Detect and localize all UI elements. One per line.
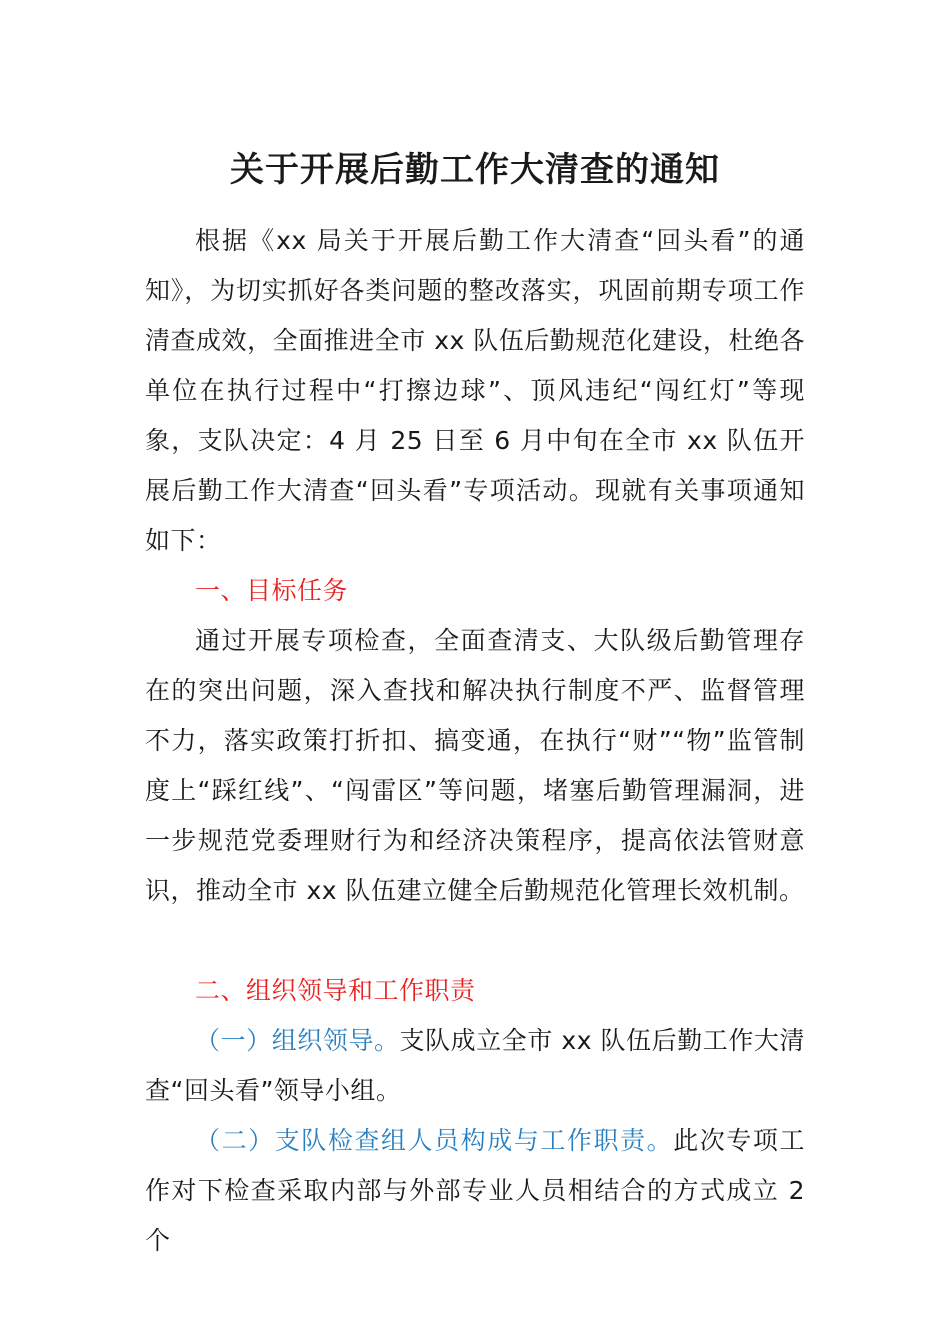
section1-paragraph-block [145,616,805,916]
intro-paragraph: 根据《xx 局关于开展后勤工作大清查“回头看”的通知》，为切实抓好各类问题的整改落实，巩固前期专项工作清查成效，全面推进全市 xx 队伍后勤规范化建设，杜绝各单位在执行过程中“打擦边球”、顶风违纪“闯红灯”等现象，支队决定：4 月 25 日至 6 月中旬在全市 xx 队伍开展后勤工作大清查“回头看”专项活动。现就有关事项通知如下： [145,226,805,555]
section1-paragraph: 通过开展专项检查，全面查清支、大队级后勤管理存在的突出问题，深入查找和解决执行制度不严、监督管理不力，落实政策打折扣、搞变通，在执行“财”“物”监管制度上“踩红线”、“闯雷区”等问题，堵塞后勤管理漏洞，进一步规范党委理财行为和经济决策程序，提高依法管财意识，推动全市 xx 队伍建立健全后勤规范化管理长效机制。 [145,626,805,905]
item2-lead: （二）支队检查组人员构成与工作职责。 [195,1126,674,1155]
document-title: 关于开展后勤工作大清查的通知 [230,150,720,190]
item2-paragraph [145,1116,805,1266]
intro-paragraph-block [145,216,805,566]
section2-heading-block [145,966,805,1016]
section2-heading: 二、组织领导和工作职责 [195,976,476,1005]
item1-paragraph-block [145,1016,805,1116]
section1-heading-block [145,566,805,616]
item2-text: 此次专项工作对下检查采取内部与外部专业人员相结合的方式成立 2 个 [145,1126,805,1255]
item1-text: 支队成立全市 xx 队伍后勤工作大清查“回头看”领导小组。 [145,1026,805,1105]
item2-paragraph-block [145,1116,805,1266]
section1-heading: 一、目标任务 [195,576,349,605]
item1-lead: （一）组织领导。 [195,1026,400,1055]
item1-paragraph [145,1016,805,1116]
